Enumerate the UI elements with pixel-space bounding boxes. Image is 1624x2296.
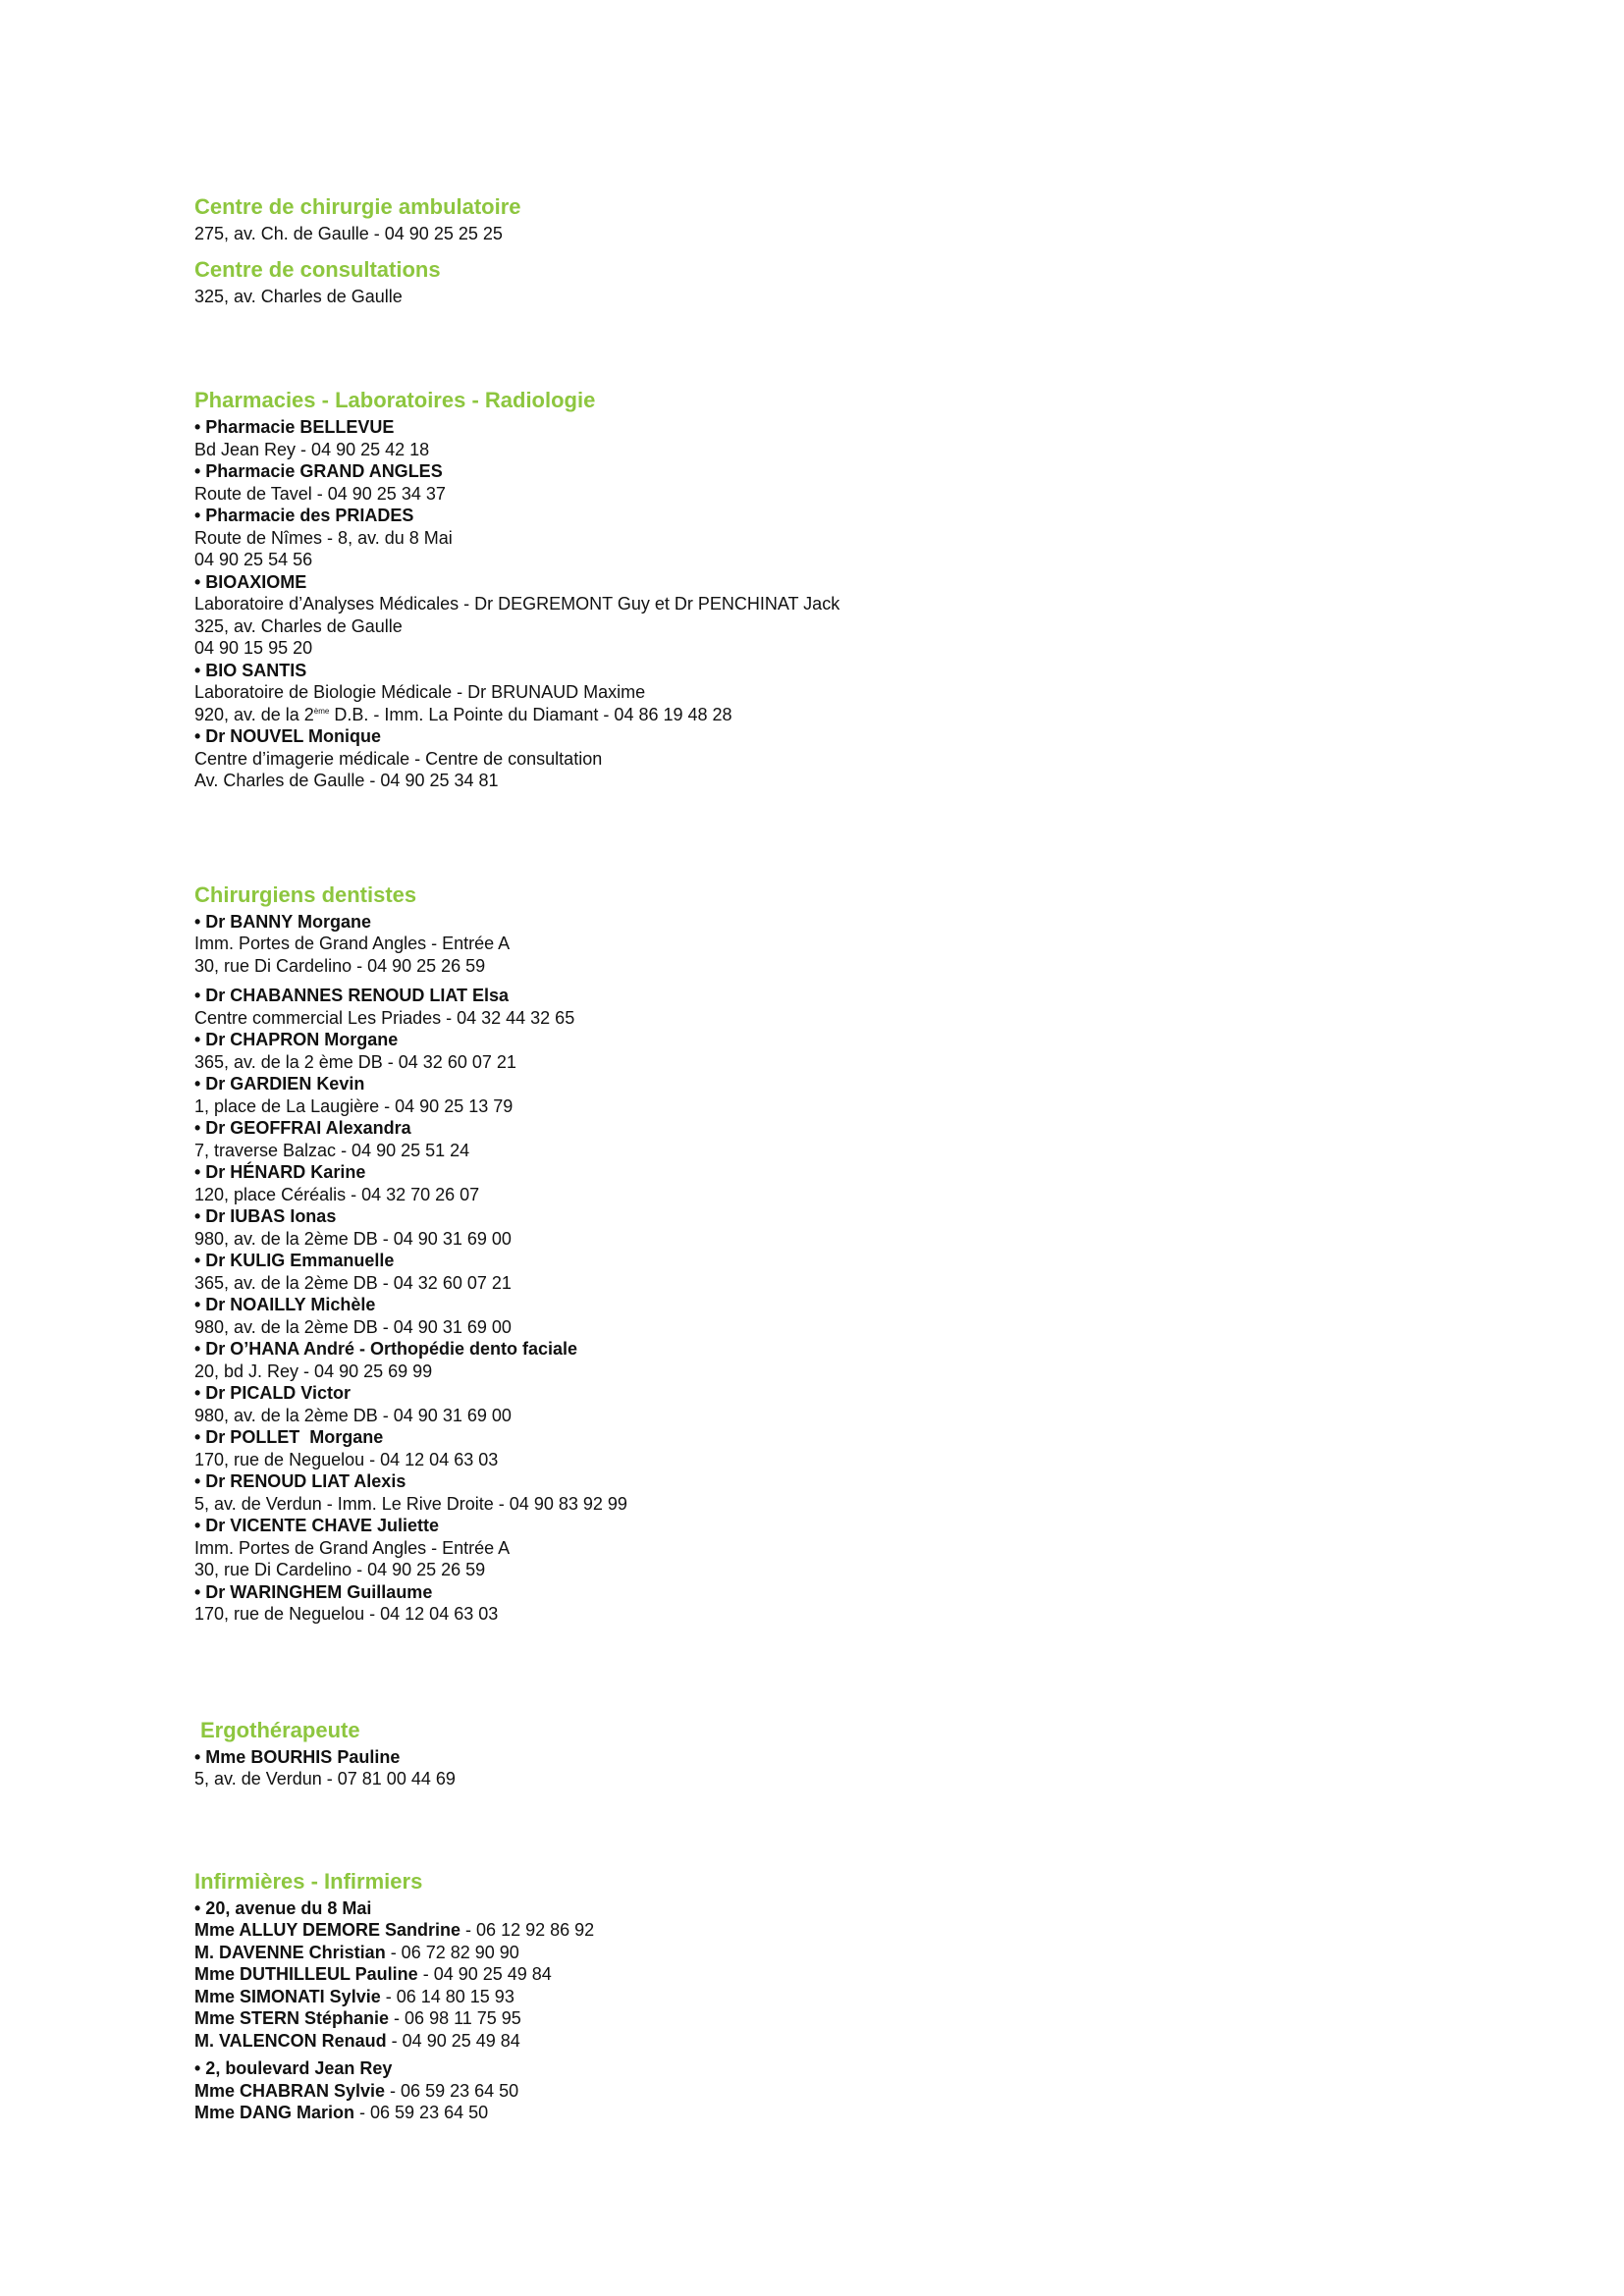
entry-name: • BIO SANTIS [194,660,307,680]
entry-address: Centre commercial Les Priades - 04 32 44 32 65 [194,1007,575,1028]
entry-address: Bd Jean Rey - 04 90 25 42 18 [194,439,430,459]
entry-address: 365, av. de la 2ème DB - 04 32 60 07 21 [194,1272,512,1293]
entry-name: • Pharmacie GRAND ANGLES [194,461,443,481]
entry-name: • Dr GEOFFRAI Alexandra [194,1118,411,1138]
entry-name: • Mme BOURHIS Pauline [194,1746,401,1767]
entry-name: • Dr IUBAS Ionas [194,1206,337,1226]
entry-name: • Dr O’HANA André - Orthopédie dento faciale [194,1339,578,1359]
nurse-name: Mme SIMONATI Sylvie [194,1986,381,2006]
group-address: • 2, boulevard Jean Rey [194,2058,393,2078]
entry-address: 5, av. de Verdun - 07 81 00 44 69 [194,1769,456,1789]
section-dentistes [194,881,1373,1626]
nurse-name: Mme DUTHILLEUL Pauline [194,1964,418,1984]
entry-address: 170, rue de Neguelou - 04 12 04 63 03 [194,1449,499,1469]
entry-name: • Dr CHAPRON Morgane [194,1030,399,1049]
heading-infirmiers: Infirmières - Infirmiers [194,1868,423,1894]
entry-address: 120, place Céréalis - 04 32 70 26 07 [194,1184,480,1204]
entry-name: • Pharmacie BELLEVUE [194,417,395,437]
entry-address: 5, av. de Verdun - Imm. Le Rive Droite - 04 90 83 92 99 [194,1493,627,1514]
entry-name: • Dr KULIG Emmanuelle [194,1251,395,1270]
entry-phone: 04 90 15 95 20 [194,638,313,658]
list-item [194,1029,1373,1073]
nurse-phone: - 04 90 25 49 84 [386,2030,520,2051]
nurse-phone: - 06 59 23 64 50 [385,2080,519,2101]
section-infirmiers [194,1867,1373,2124]
entry-address: 20, bd J. Rey - 04 90 25 69 99 [194,1361,433,1381]
nurse-name: Mme ALLUY DEMORE Sandrine [194,1920,461,1940]
nurse-phone: - 06 12 92 86 92 [460,1920,595,1940]
entry-name: • Dr NOAILLY Michèle [194,1295,376,1314]
entry-name: • Dr CHABANNES RENOUD LIAT Elsa [194,986,510,1005]
entry-address: Av. Charles de Gaulle - 04 90 25 34 81 [194,771,499,790]
list-item [194,1338,1373,1382]
list-item [194,985,1373,1029]
entry-name: • Dr NOUVEL Monique [194,726,381,746]
entry-address: Route de Nîmes - 8, av. du 8 Mai [194,527,453,548]
list-item [194,1294,1373,1338]
heading-dentistes: Chirurgiens dentistes [194,881,417,907]
entry-address: 980, av. de la 2ème DB - 04 90 31 69 00 [194,1228,512,1249]
entry-address: Route de Tavel - 04 90 25 34 37 [194,483,446,504]
list-item [194,1250,1373,1294]
nurse-phone: - 06 59 23 64 50 [354,2103,489,2122]
nurse-name: M. VALENCON Renaud [194,2030,387,2051]
list-item [194,2080,1373,2103]
entry-address: Imm. Portes de Grand Angles - Entrée A [194,934,511,953]
entry-name: • Dr POLLET Morgane [194,1427,384,1447]
heading-centre-consultations: Centre de consultations [194,256,441,282]
heading-ergotherapeute: Ergothérapeute [200,1717,360,1742]
list-item [194,1205,1373,1250]
nurse-name: Mme STERN Stéphanie [194,2008,390,2028]
section-pharmacies [194,386,1373,792]
entry-address: Imm. Portes de Grand Angles - Entrée A [194,1537,511,1558]
entry-address: 365, av. de la 2 ème DB - 04 32 60 07 21 [194,1051,516,1072]
nurse-name: Mme DANG Marion [194,2103,355,2122]
entry-name: • Dr RENOUD LIAT Alexis [194,1471,406,1491]
nurse-name: M. DAVENNE Christian [194,1942,386,1962]
list-item [194,2007,1373,2030]
section-ergotherapeute [194,1716,1373,1745]
entry-description: Centre d’imagerie médicale - Centre de consultation [194,748,603,769]
dentist-list [194,911,1373,1626]
entry-description: Laboratoire d’Analyses Médicales - Dr DEGREMONT Guy et Dr PENCHINAT Jack [194,594,840,614]
section-centres [194,192,1373,307]
entry-name: • BIOAXIOME [194,571,307,592]
list-item [194,1161,1373,1205]
entry-phone: 04 90 25 54 56 [194,550,313,569]
heading-pharmacies: Pharmacies - Laboratoires - Radiologie [194,388,596,412]
entry-description: Laboratoire de Biologie Médicale - Dr BRUNAUD Maxime [194,682,646,702]
list-item [194,2030,1373,2053]
nurse-list-1 [194,1919,1373,2052]
nurse-phone: - 06 72 82 90 90 [385,1942,519,1962]
entry-name: • Dr WARINGHEM Guillaume [194,1581,433,1602]
list-item [194,2102,1373,2124]
list-item [194,1919,1373,1942]
list-item [194,1986,1373,2008]
document-page [194,192,1373,2124]
entry-name: • Dr PICALD Victor [194,1383,351,1403]
list-item [194,1581,1373,1626]
entry-address: 1, place de La Laugière - 04 90 25 13 79 [194,1095,514,1116]
list-item [194,1073,1373,1117]
list-item [194,1963,1373,1986]
address-centre-consultations: 325, av. Charles de Gaulle [194,286,403,306]
list-item [194,1117,1373,1161]
nurse-phone: - 04 90 25 49 84 [417,1964,552,1984]
entry-address: 325, av. Charles de Gaulle [194,615,403,636]
entry-name: • Dr BANNY Morgane [194,911,371,932]
list-item [194,1382,1373,1426]
nurse-phone: - 06 98 11 75 95 [389,2008,521,2028]
entry-address: 30, rue Di Cardelino - 04 90 25 26 59 [194,955,486,976]
entry-address: 30, rue Di Cardelino - 04 90 25 26 59 [194,1560,486,1579]
group-address: • 20, avenue du 8 Mai [194,1897,372,1918]
entry-name: • Dr GARDIEN Kevin [194,1074,365,1094]
list-item [194,911,1373,978]
entry-name: • Dr HÉNARD Karine [194,1162,366,1182]
address-chirurgie-ambulatoire: 275, av. Ch. de Gaulle - 04 90 25 25 25 [194,224,503,243]
heading-chirurgie-ambulatoire: Centre de chirurgie ambulatoire [194,194,521,219]
entry-address: 920, av. de la 2ème D.B. - Imm. La Pointe du Diamant - 04 86 19 48 28 [194,704,732,724]
entry-name: • Pharmacie des PRIADES [194,506,414,525]
entry-address: 980, av. de la 2ème DB - 04 90 31 69 00 [194,1316,512,1337]
list-item [194,1470,1373,1515]
nurse-name: Mme CHABRAN Sylvie [194,2080,386,2101]
list-item [194,1426,1373,1470]
list-item [194,1515,1373,1581]
entry-name: • Dr VICENTE CHAVE Juliette [194,1516,440,1535]
entry-address: 170, rue de Neguelou - 04 12 04 63 03 [194,1604,499,1624]
entry-address: 7, traverse Balzac - 04 90 25 51 24 [194,1140,470,1160]
list-item [194,1942,1373,1964]
entry-address: 980, av. de la 2ème DB - 04 90 31 69 00 [194,1405,512,1425]
nurse-phone: - 06 14 80 15 93 [380,1986,514,2006]
nurse-list-2 [194,2080,1373,2124]
